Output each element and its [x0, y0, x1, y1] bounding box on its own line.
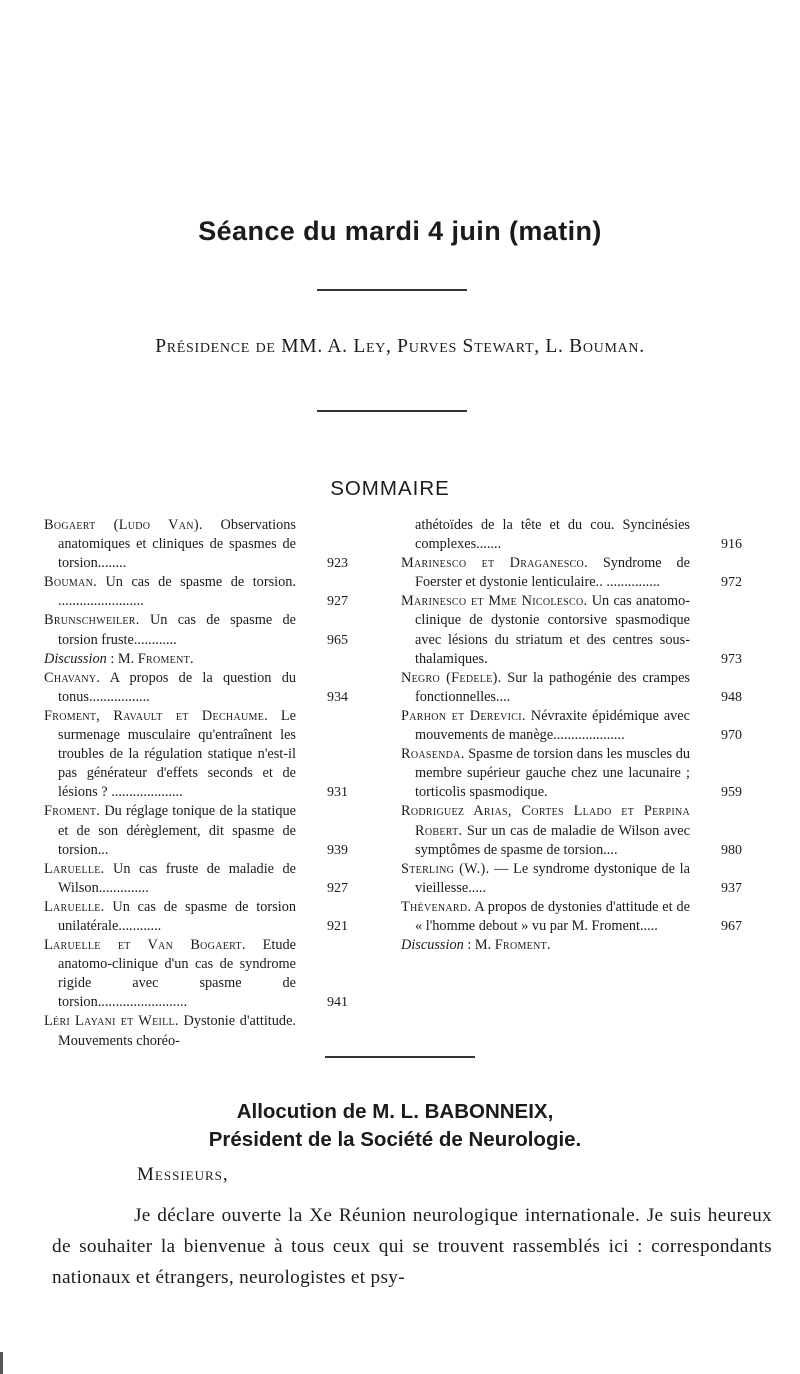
divider-rule-1 [317, 289, 467, 291]
author-name: Roasenda. [401, 746, 465, 763]
page-number: 939 [327, 842, 348, 858]
author-name: Léri Layani et Weill. [44, 1013, 179, 1030]
salutation: Messieurs, [137, 1164, 229, 1185]
entry-text: Sur la pathogénie des crampes fonctionnelles.... [415, 669, 690, 705]
author-name: Froment, Ravault et Dechaume. [44, 707, 268, 724]
allocution-heading [0, 1098, 790, 1154]
sommaire-entry [401, 592, 742, 668]
presidency-line: Présidence de MM. A. Ley, Purves Stewart, L. Bouman. [155, 336, 645, 357]
author-name: Thévenard. [401, 898, 472, 915]
scan-edge-mark [0, 1352, 3, 1374]
sommaire-entry [44, 1012, 348, 1050]
sommaire-entry [44, 573, 348, 611]
page-number: 937 [721, 880, 742, 896]
sommaire-entry [44, 650, 348, 669]
author-name: Bogaert (Ludo Van). [44, 517, 203, 533]
page-number: 980 [721, 842, 742, 858]
sommaire-entry [44, 802, 348, 859]
sommaire-entry [44, 516, 348, 573]
discussant-name: Froment. [137, 650, 194, 667]
allocution-line-1: Allocution de M. L. BABONNEIX, [236, 1100, 554, 1123]
sommaire-entry [401, 554, 742, 592]
sommaire-entry [44, 860, 348, 898]
entry-text: Névraxite épidémique avec mouvements de manège.................... [415, 707, 690, 744]
entry-text: A propos de la question du tonus................. [58, 669, 296, 705]
page-number: 931 [327, 785, 348, 801]
entry-text: Observations anatomiques et cliniques de spasmes de torsion........ [58, 517, 296, 572]
entry-text: Un cas de spasme de torsion. ........................ [58, 574, 296, 610]
sommaire-entry [401, 860, 742, 898]
entry-text: Sur un cas de maladie de Wilson avec symptômes de spasme de torsion.... [415, 822, 690, 858]
author-name: Sterling (W.). [401, 860, 490, 877]
discussion-separator: : M. [106, 650, 138, 667]
author-name: Froment. [44, 803, 101, 820]
entry-text: Un cas de spasme de torsion unilatérale............ [58, 898, 296, 934]
author-name: Marinesco et Mme Nicolesco. [401, 593, 588, 610]
page-number: 959 [721, 785, 742, 801]
entry-text: Un cas fruste de maladie de Wilson.............. [58, 860, 296, 896]
sommaire-heading: SOMMAIRE [330, 477, 450, 500]
entry-text: Dystonie d'attitude. Mouvements choréo- [58, 1013, 296, 1049]
page-number: 941 [327, 995, 348, 1011]
page-number: 927 [327, 594, 348, 610]
page-number: 973 [721, 651, 742, 667]
entry-text: Etude anatomo-clinique d'un cas de syndrome rigide avec spasme de torsion......................... [58, 937, 296, 1011]
allocution-line-2: Président de la Société de Neurologie. [208, 1128, 582, 1151]
page-number: 927 [327, 880, 348, 896]
sommaire-entry [401, 802, 742, 859]
entry-text: Un cas anatomo-clinique de dystonie contorsive spasmodique avec lésions du striatum et des centres sous-thalamiques. [415, 593, 690, 667]
sommaire-entry [44, 611, 348, 649]
discussion-separator: : M. [463, 937, 495, 954]
session-title: Séance du mardi 4 juin (matin) [198, 216, 602, 246]
entry-text: Un cas de spasme de torsion fruste............ [58, 612, 296, 648]
page-number: 972 [721, 575, 742, 591]
author-name: Marinesco et Draganesco. [401, 555, 588, 572]
body-paragraph: Je déclare ouverte la Xe Réunion neurologique internationale. Je suis heureux de souhaiter la bienvenue à tous ceux qui se trouvent rassemblés ici : correspondants nationaux et étrangers, neurologistes et psy- [52, 1205, 772, 1288]
page-number: 934 [327, 689, 348, 705]
entry-text: athétoïdes de la tête et du cou. Syncinésies complexes....... [415, 517, 690, 553]
page-number: 916 [721, 537, 742, 553]
discussion-label: Discussion [401, 937, 464, 954]
author-name: Bouman. [44, 574, 97, 591]
sommaire-entry [44, 669, 348, 707]
sommaire-entry [401, 707, 742, 745]
author-name: Parhon et Derevici. [401, 707, 526, 724]
page-number: 948 [721, 689, 742, 705]
author-name: Brunschweiler. [44, 612, 140, 629]
author-name: Laruelle et Van Bogaert. [44, 937, 246, 954]
entry-text: — Le syndrome dystonique de la vieillesse..... [415, 860, 690, 896]
author-name: Laruelle. [44, 898, 105, 915]
sommaire-entry [401, 936, 742, 955]
author-name: Rodriguez Arias, Cortes Llado et Perpina Robert. [401, 803, 690, 839]
discussion-label: Discussion [44, 650, 107, 667]
sommaire-entry [44, 936, 348, 1012]
sommaire-entry [401, 516, 742, 554]
author-name: Laruelle. [44, 860, 105, 877]
divider-rule-2 [317, 410, 467, 412]
page-number: 921 [327, 918, 348, 934]
divider-rule-3 [325, 1056, 475, 1058]
sommaire-left-column [44, 516, 348, 1051]
entry-text: A propos de dystonies d'attitude et de « l'homme debout » vu par M. Froment..... [415, 898, 690, 934]
sommaire-entry [44, 898, 348, 936]
entry-text: Du réglage tonique de la statique et de son dérèglement, dit spasme de torsion... [58, 803, 296, 858]
page-number: 967 [721, 918, 742, 934]
page-number: 923 [327, 556, 348, 572]
page-number: 970 [721, 728, 742, 744]
author-name: Chavany. [44, 669, 101, 686]
entry-text: Syndrome de Foerster et dystonie lenticulaire.. ............... [415, 555, 690, 591]
sommaire-entry [401, 898, 742, 936]
sommaire-entry [401, 745, 742, 802]
page-number: 965 [327, 632, 348, 648]
discussant-name: Froment. [494, 937, 551, 954]
entry-text: Spasme de torsion dans les muscles du membre supérieur gauche chez une lacunaire ; torticolis spasmodique. [415, 746, 690, 801]
author-name: Negro (Fedele). [401, 669, 502, 686]
entry-text: Le surmenage musculaire qu'entraînent les troubles de la régulation statique n'est-il pas générateur d'effets seconds et de lésions ? .................... [58, 707, 297, 801]
sommaire-right-column [401, 516, 742, 955]
sommaire-entry [44, 707, 348, 802]
sommaire-entry [401, 669, 742, 707]
